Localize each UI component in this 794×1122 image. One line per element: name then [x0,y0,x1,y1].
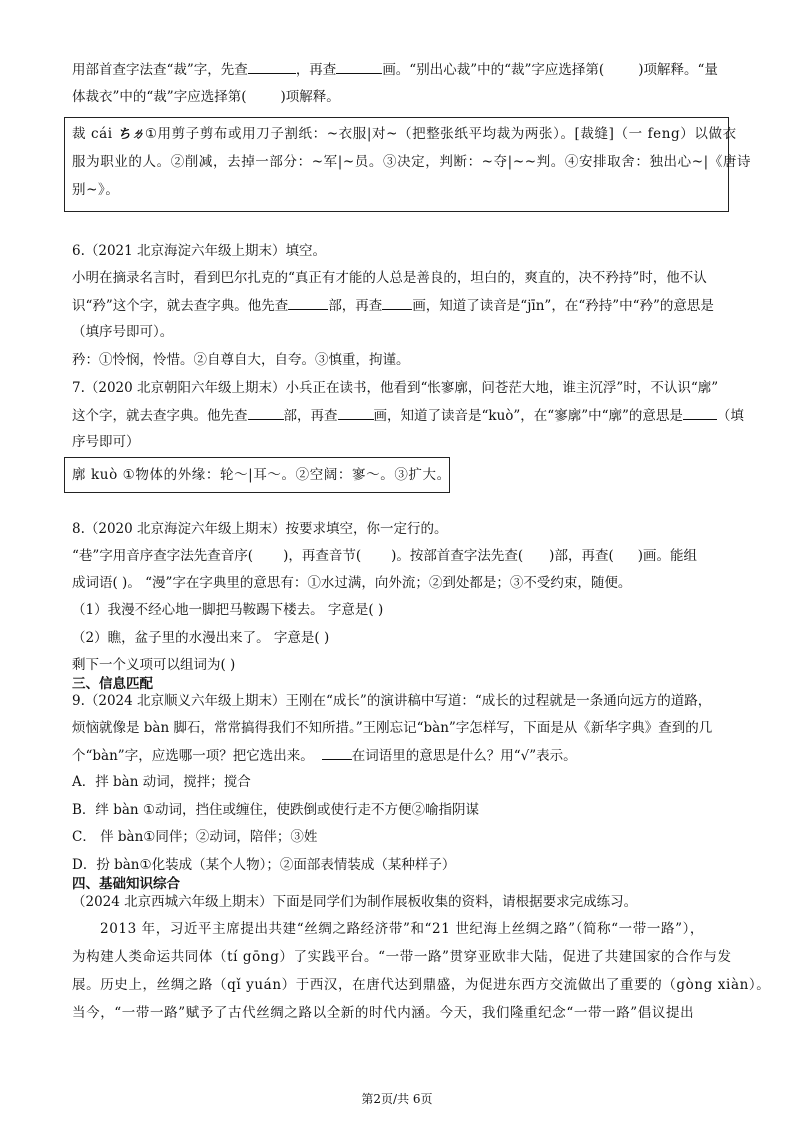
phonetic-symbol-icon: ちㄌ [117,127,145,142]
q9-option-b[interactable]: B．绊 bàn ①动词，挡住或缠住，使跌倒或使行走不方便②喻指阴谋 [72,802,479,818]
answer-blank[interactable] [288,295,328,310]
passage-line-3: 展。历史上，丝绸之路（qǐ yuán）于西汉，在唐代达到鼎盛，为促进东西方交流做出了重要的（gòng xiàn）。 [72,977,771,993]
answer-blank[interactable] [248,59,296,74]
q8-item-2: （2）瞧，盆子里的水漫出来了。 字意是( ) [72,630,330,646]
dict-cai-line-1: 裁 cái ちㄌ①用剪子剪布或用刀子割纸：~衣服|对~（把整张纸平均裁为两张）。[裁缝]（一 feng）以做衣 [72,126,737,142]
section-3-title: 三、信息匹配 [72,676,153,692]
intro-line-2: 体裁衣”中的“裁”字应选择第( )项解释。 [72,89,340,105]
q9-option-a[interactable]: A．拌 bàn 动词，搅拌；搅合 [72,774,251,790]
intro-line-1: 用部首查字法查“裁”字，先查 ，再查 画。“别出心裁”中的“裁”字应选择第( )项解释。“量 [72,59,718,80]
q6-line-3: 识“矜”这个字，就去查字典。他先查 部，再查 画，知道了读音是“jīn”，在“矜持”中“矜”的意思是 [72,295,714,316]
passage-line-4: 当今，“一带一路”赋予了古代丝绸之路以全新的时代内涵。今天，我们隆重纪念“一带一路”倡议提出 [72,1005,695,1021]
page-number: 第2页/共 6页 [361,1092,433,1106]
answer-blank[interactable] [322,745,352,760]
q9-line-2: 烦恼就像是 bàn 脚石，常常搞得我们不知所措。”王刚忘记“bàn”字怎样写，下面是从《新华字典》查到的几 [72,720,713,736]
q7-line-3: 序号即可） [72,434,140,450]
section-4-title: 四、基础知识综合 [72,876,180,892]
passage-line-2: 为构建人类命运共同体（tí gōng）了实践平台。“一带一路”贯穿亚欧非大陆，促进了共建国家的合作与发 [72,949,732,965]
q9-option-c[interactable]: C． 伴 bàn①同伴；②动词，陪伴；③姓 [72,829,318,845]
section-4-intro: （2024 北京西城六年级上期末）下面是同学们为制作展板收集的资料，请根据要求完成练习。 [72,894,638,910]
passage-line-1: 2013 年，习近平主席提出共建“丝绸之路经济带”和“21 世纪海上丝绸之路”（简称“一带一路”）， [100,921,705,937]
q6-line-4: （填序号即可）。 [72,324,174,340]
q9-option-d[interactable]: D．扮 bàn①化装成（某个人物）；②面部表情装成（某种样子） [72,857,456,873]
q8-item-1: （1）我漫不经心地一脚把马鞍踢下楼去。 字意是( ) [72,602,384,618]
q8-line-6: 剩下一个义项可以组词为( ) [72,657,236,673]
q7-line-2: 这个字，就去查字典。他先查 部，再查 画，知道了读音是“kuò”，在“寥廓”中“廓”的意思是 （填 [72,405,744,426]
answer-blank[interactable] [382,295,412,310]
q8-line-2: “巷”字用音序查字法先查音序( )，再查音节( )。按部首查字法先查( )部，再查( )画。能组 [72,548,697,564]
q7-heading: 7.（2020 北京朝阳六年级上期末）小兵正在读书，他看到“怅寥廓，问苍茫大地，谁主沉浮”时，不认识“廓” [72,380,719,396]
answer-blank[interactable] [248,405,284,420]
q6-heading: 6.（2021 北京海淀六年级上期末）填空。 [72,243,327,259]
q8-line-3: 成词语( )。 “漫”字在字典里的意思有：①水过满，向外流；②到处都是；③不受约束，随便。 [72,575,632,591]
q9-line-3: 个“bàn”字，应选哪一项？把它选出来。 在词语里的意思是什么？用“√”表示。 [72,745,577,766]
q6-line-2: 小明在摘录名言时，看到巴尔扎克的“真正有才能的人总是善良的，坦白的，爽直的，决不矜持”时，他不认 [72,270,707,286]
answer-blank[interactable] [683,405,717,420]
dict-cai-line-2: 服为职业的人。②削减，去掉一部分：~军|~员。③决定，判断：~夺|~~判。④安排取舍：独出心~|《唐诗 [72,154,752,170]
answer-blank[interactable] [338,405,374,420]
q9-heading: 9.（2024 北京顺义六年级上期末）王刚在“成长”的演讲稿中写道：“成长的过程就是一条通向远方的道路， [72,693,712,709]
answer-blank[interactable] [336,59,382,74]
q8-heading: 8.（2020 北京海淀六年级上期末）按要求填空，你一定行的。 [72,521,448,537]
q6-definitions: 矜：①怜悯，怜惜。②自尊自大，自夸。③慎重，拘谨。 [72,352,410,368]
dict-cai-line-3: 别~》。 [72,182,120,198]
dict-kuo-text: 廓 kuò ①物体的外缘：轮～|耳～。②空阔：寥～。③扩大。 [72,467,451,483]
